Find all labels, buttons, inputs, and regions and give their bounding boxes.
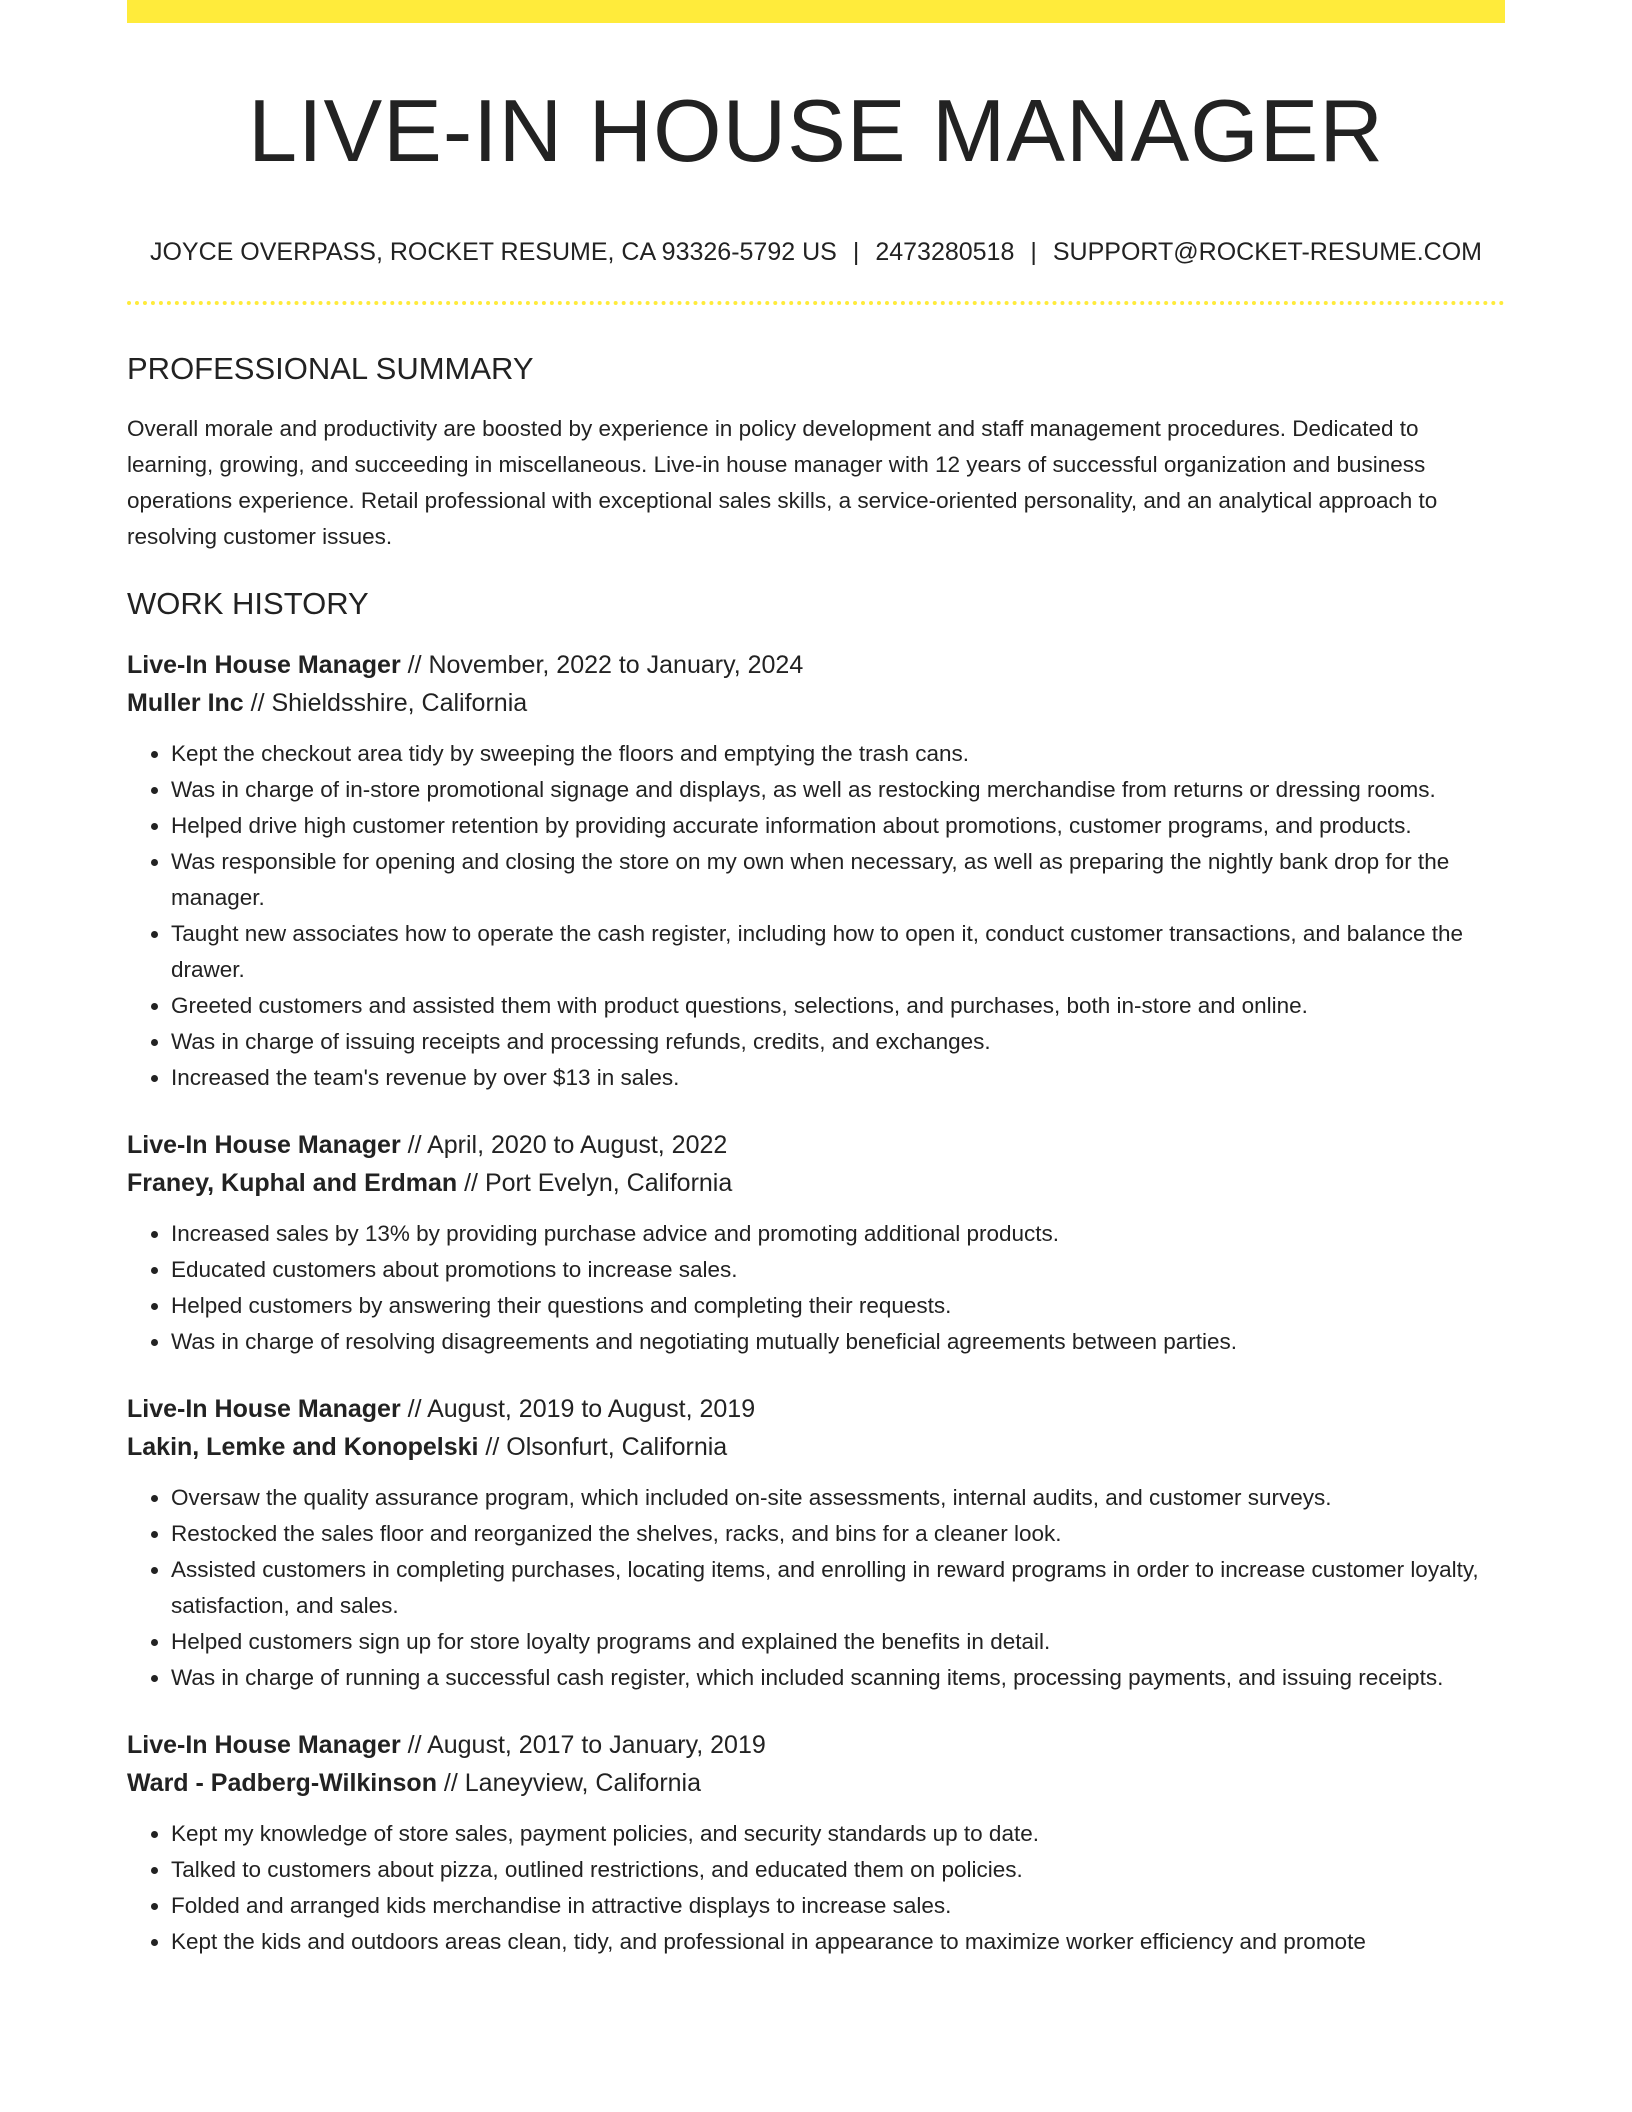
job-entry	[127, 1726, 1505, 1960]
contact-email[interactable]: SUPPORT@ROCKET-RESUME.COM	[1052, 238, 1483, 266]
job-bullet: • Helped customers by answering their questions and completing their requests.	[171, 1288, 1505, 1324]
job-title-line	[127, 646, 1505, 684]
summary-text: Overall morale and productivity are boosted by experience in policy development and staff management procedures. Dedicated to learning, growing, and succeeding in miscellaneous. Live-in house manager with 12 years of successful organization and business operations experience. Retail professional with exceptional sales skills, a service-oriented personality, and an analytical approach to resolving customer issues.	[127, 416, 1438, 550]
job-title-line	[127, 1390, 1505, 1428]
job-bullet: • Helped customers sign up for store loyalty programs and explained the benefits in detail.	[171, 1624, 1505, 1660]
job-entry	[127, 646, 1505, 1096]
job-title: Live-In House Manager	[127, 651, 401, 680]
job-company: Lakin, Lemke and Konopelski	[127, 1433, 479, 1462]
job-dates: // April, 2020 to August, 2022	[400, 1131, 728, 1160]
work-history-heading: WORK HISTORY	[127, 586, 369, 622]
job-entry	[127, 1126, 1505, 1360]
job-bullet: • Kept the kids and outdoors areas clean, tidy, and professional in appearance to maximize worker efficiency and promote	[171, 1924, 1505, 1960]
job-bullet: • Oversaw the quality assurance program, which included on-site assessments, internal audits, and customer surveys.	[171, 1480, 1505, 1516]
job-dates: // November, 2022 to January, 2024	[400, 651, 804, 680]
job-location: // Laneyview, California	[436, 1769, 702, 1798]
job-bullet-list	[127, 1816, 1505, 1960]
job-dates: // August, 2019 to August, 2019	[400, 1395, 756, 1424]
job-bullet: • Was in charge of in-store promotional signage and displays, as well as restocking merchandise from returns or dressing rooms.	[171, 772, 1505, 808]
contact-address: JOYCE OVERPASS, ROCKET RESUME, CA 93326-5792 US	[149, 238, 837, 266]
job-title: Live-In House Manager	[127, 1731, 401, 1760]
resume-title: LIVE-IN HOUSE MANAGER	[248, 81, 1384, 180]
job-bullet: • Assisted customers in completing purchases, locating items, and enrolling in reward programs in order to increase customer loyalty, satisfaction, and sales.	[171, 1552, 1505, 1624]
job-title: Live-In House Manager	[127, 1395, 401, 1424]
job-company: Franey, Kuphal and Erdman	[127, 1169, 458, 1198]
job-location: // Olsonfurt, California	[478, 1433, 728, 1462]
job-bullet: • Folded and arranged kids merchandise in attractive displays to increase sales.	[171, 1888, 1505, 1924]
job-company: Ward - Padberg-Wilkinson	[127, 1769, 437, 1798]
job-title-line	[127, 1726, 1505, 1764]
contact-separator: |	[1030, 238, 1037, 266]
job-company-line	[127, 1428, 1505, 1466]
job-bullet: • Was responsible for opening and closing the store on my own when necessary, as well as preparing the nightly bank drop for the manager.	[171, 844, 1505, 916]
job-company-line	[127, 1164, 1505, 1202]
job-location: // Port Evelyn, California	[457, 1169, 733, 1198]
job-bullet-list	[127, 1216, 1505, 1360]
job-bullet: • Increased sales by 13% by providing purchase advice and promoting additional products.	[171, 1216, 1505, 1252]
job-location: // Shieldsshire, California	[243, 689, 528, 718]
job-bullet: • Kept the checkout area tidy by sweeping the floors and emptying the trash cans.	[171, 736, 1505, 772]
job-entry	[127, 1390, 1505, 1696]
job-dates: // August, 2017 to January, 2019	[400, 1731, 766, 1760]
dotted-divider	[127, 301, 1505, 305]
job-bullet: • Greeted customers and assisted them with product questions, selections, and purchases, both in-store and online.	[171, 988, 1505, 1024]
job-bullet: • Was in charge of issuing receipts and processing refunds, credits, and exchanges.	[171, 1024, 1505, 1060]
resume-page	[127, 0, 1505, 1960]
contact-line	[127, 237, 1505, 267]
accent-top-bar	[127, 0, 1505, 23]
job-bullet-list	[127, 1480, 1505, 1696]
contact-phone[interactable]: 2473280518	[875, 238, 1015, 266]
job-bullet: • Increased the team's revenue by over $13 in sales.	[171, 1060, 1505, 1096]
summary-heading: PROFESSIONAL SUMMARY	[127, 351, 534, 386]
job-bullet: • Educated customers about promotions to increase sales.	[171, 1252, 1505, 1288]
job-company: Muller Inc	[127, 689, 244, 718]
job-bullet: • Was in charge of resolving disagreements and negotiating mutually beneficial agreements between parties.	[171, 1324, 1505, 1360]
job-title: Live-In House Manager	[127, 1131, 401, 1160]
job-bullet-list	[127, 736, 1505, 1096]
job-bullet: • Helped drive high customer retention by providing accurate information about promotions, customer programs, and products.	[171, 808, 1505, 844]
job-bullet: • Talked to customers about pizza, outlined restrictions, and educated them on policies.	[171, 1852, 1505, 1888]
job-bullet: • Taught new associates how to operate the cash register, including how to open it, conduct customer transactions, and balance the drawer.	[171, 916, 1505, 988]
job-bullet: • Was in charge of running a successful cash register, which included scanning items, processing payments, and issuing receipts.	[171, 1660, 1505, 1696]
contact-separator: |	[852, 238, 860, 266]
job-company-line	[127, 1764, 1505, 1802]
job-bullet: • Restocked the sales floor and reorganized the shelves, racks, and bins for a cleaner look.	[171, 1516, 1505, 1552]
job-bullet: • Kept my knowledge of store sales, payment policies, and security standards up to date.	[171, 1816, 1505, 1852]
job-company-line	[127, 684, 1505, 722]
job-title-line	[127, 1126, 1505, 1164]
